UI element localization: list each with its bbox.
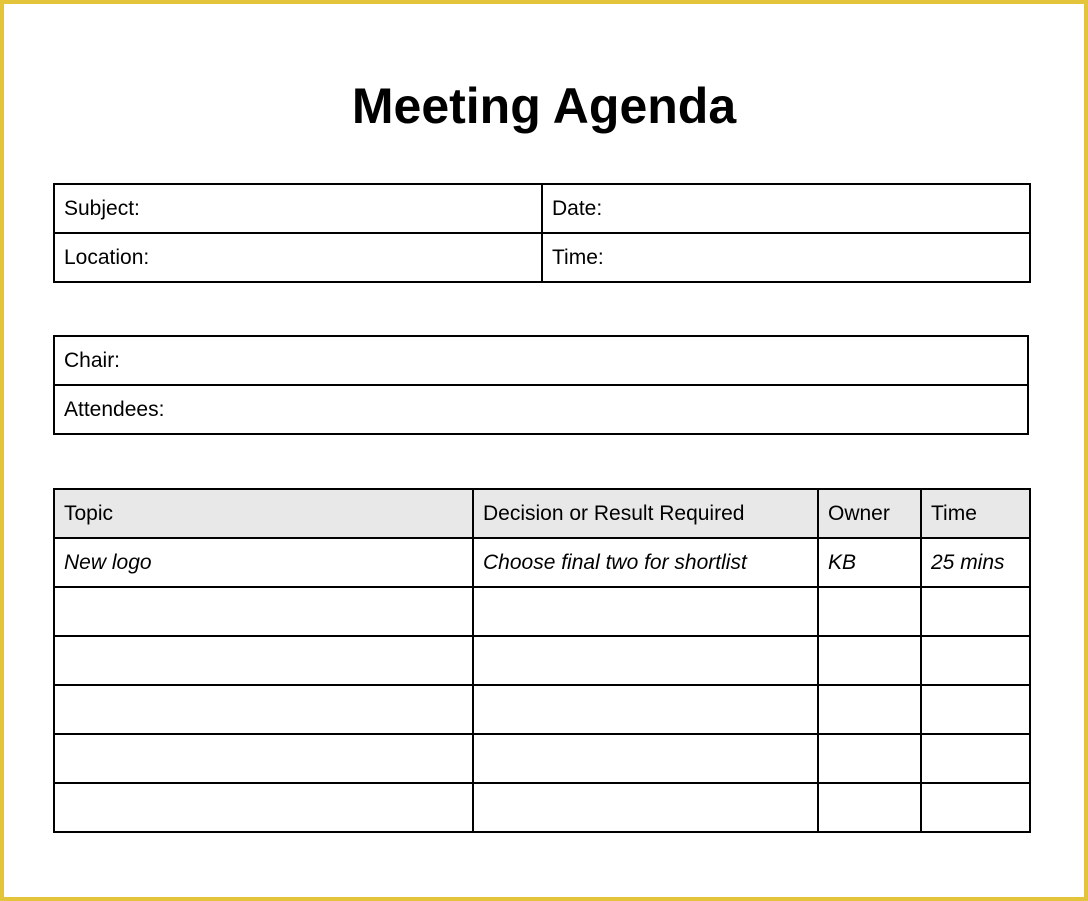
time-cell[interactable] bbox=[921, 685, 1030, 734]
table-row bbox=[54, 233, 1030, 282]
topic-cell[interactable] bbox=[54, 587, 473, 636]
decision-cell[interactable] bbox=[473, 685, 818, 734]
topic-cell[interactable] bbox=[54, 636, 473, 685]
time-cell[interactable] bbox=[921, 636, 1030, 685]
topic-cell[interactable] bbox=[54, 783, 473, 832]
column-header-owner: Owner bbox=[818, 489, 921, 538]
column-header-time: Time bbox=[921, 489, 1030, 538]
owner-cell[interactable]: KB bbox=[818, 538, 921, 587]
time-cell[interactable] bbox=[921, 734, 1030, 783]
decision-cell[interactable] bbox=[473, 587, 818, 636]
table-row bbox=[54, 783, 1030, 832]
attendees-field[interactable]: Attendees: bbox=[54, 385, 1028, 434]
owner-cell[interactable] bbox=[818, 685, 921, 734]
table-row bbox=[54, 336, 1028, 385]
chair-field[interactable]: Chair: bbox=[54, 336, 1028, 385]
table-row bbox=[54, 538, 1030, 587]
topic-cell[interactable] bbox=[54, 685, 473, 734]
time-field[interactable]: Time: bbox=[542, 233, 1030, 282]
agenda-items-table bbox=[53, 488, 1031, 833]
table-row bbox=[54, 685, 1030, 734]
people-table bbox=[53, 335, 1029, 435]
table-row bbox=[54, 587, 1030, 636]
decision-cell[interactable] bbox=[473, 636, 818, 685]
table-row bbox=[54, 184, 1030, 233]
topic-cell[interactable]: New logo bbox=[54, 538, 473, 587]
topic-cell[interactable] bbox=[54, 734, 473, 783]
owner-cell[interactable] bbox=[818, 587, 921, 636]
time-cell[interactable] bbox=[921, 783, 1030, 832]
date-field[interactable]: Date: bbox=[542, 184, 1030, 233]
page-title: Meeting Agenda bbox=[351, 78, 737, 134]
owner-cell[interactable] bbox=[818, 734, 921, 783]
time-cell[interactable]: 25 mins bbox=[921, 538, 1030, 587]
decision-cell[interactable]: Choose final two for shortlist bbox=[473, 538, 818, 587]
time-cell[interactable] bbox=[921, 587, 1030, 636]
subject-field[interactable]: Subject: bbox=[54, 184, 542, 233]
meeting-details-table bbox=[53, 183, 1031, 283]
owner-cell[interactable] bbox=[818, 783, 921, 832]
owner-cell[interactable] bbox=[818, 636, 921, 685]
table-header-row bbox=[54, 489, 1030, 538]
table-row bbox=[54, 734, 1030, 783]
table-row bbox=[54, 385, 1028, 434]
column-header-decision: Decision or Result Required bbox=[473, 489, 818, 538]
decision-cell[interactable] bbox=[473, 783, 818, 832]
location-field[interactable]: Location: bbox=[54, 233, 542, 282]
decision-cell[interactable] bbox=[473, 734, 818, 783]
column-header-topic: Topic bbox=[54, 489, 473, 538]
table-row bbox=[54, 636, 1030, 685]
